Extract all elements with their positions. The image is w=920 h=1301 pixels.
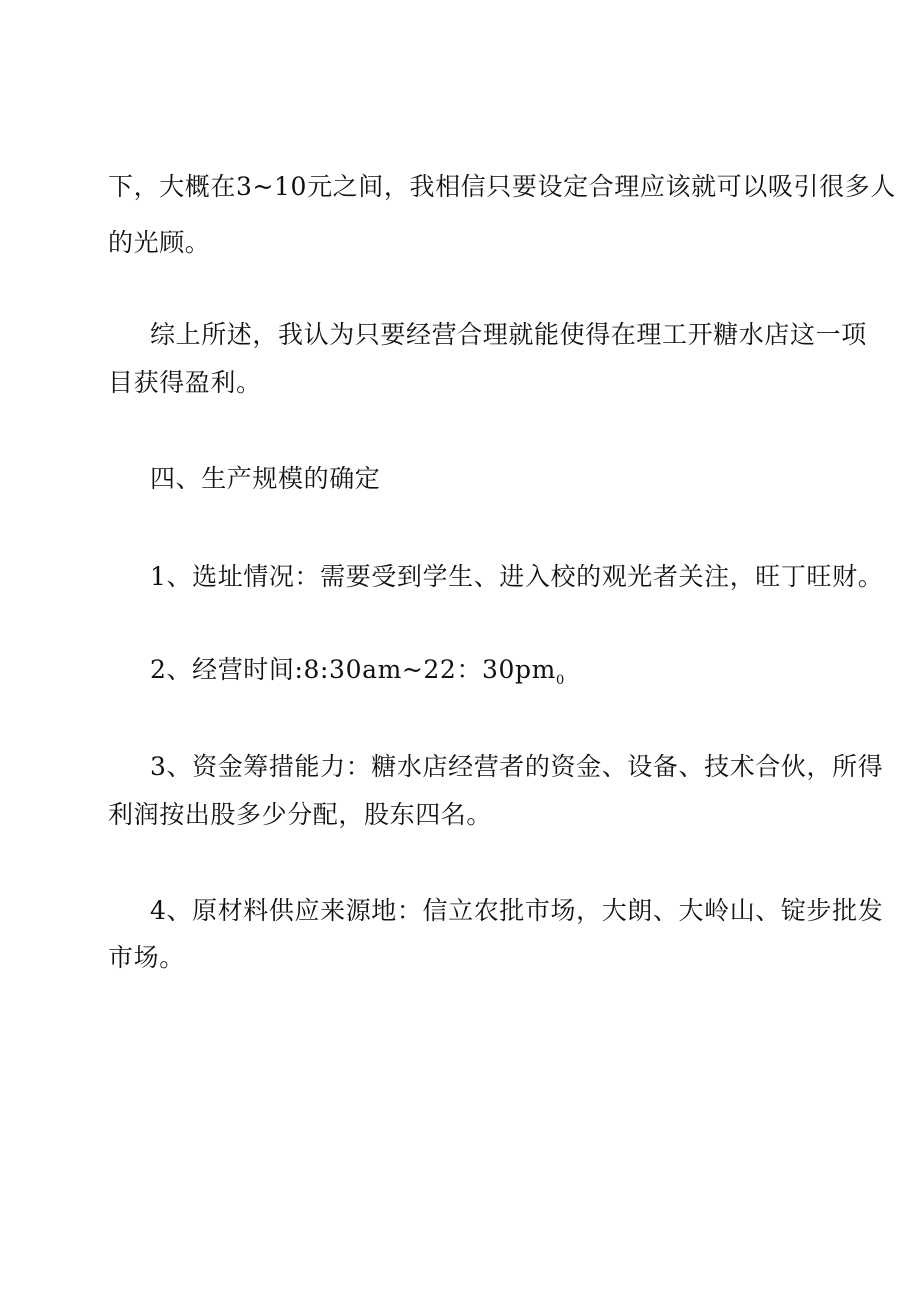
paragraph-line: 1、选址情况：需要受到学生、进入校的观光者关注，旺丁旺财。	[150, 562, 884, 591]
paragraph-line: 利润按出股多少分配，股东四名。	[108, 800, 493, 829]
subscript-mark: 0	[555, 673, 565, 688]
paragraph-line: 综上所述，我认为只要经营合理就能使得在理工开糖水店这一项	[150, 320, 867, 349]
paragraph-line	[150, 655, 564, 696]
paragraph-line: 4、原材料供应来源地：信立农批市场，大朗、大岭山、锭步批发	[150, 896, 884, 925]
operating-hours-text: 2、经营时间:8:30am~22：30pm	[150, 655, 556, 684]
paragraph-line: 3、资金筹措能力：糖水店经营者的资金、设备、技术合伙，所得	[150, 752, 884, 781]
paragraph-line: 目获得盈利。	[108, 368, 262, 397]
section-heading: 四、生产规模的确定	[150, 464, 381, 493]
paragraph-line: 市场。	[108, 943, 185, 972]
paragraph-line: 下，大概在3~10元之间，我相信只要设定合理应该就可以吸引很多人	[108, 172, 896, 201]
paragraph-line: 的光顾。	[108, 228, 211, 257]
